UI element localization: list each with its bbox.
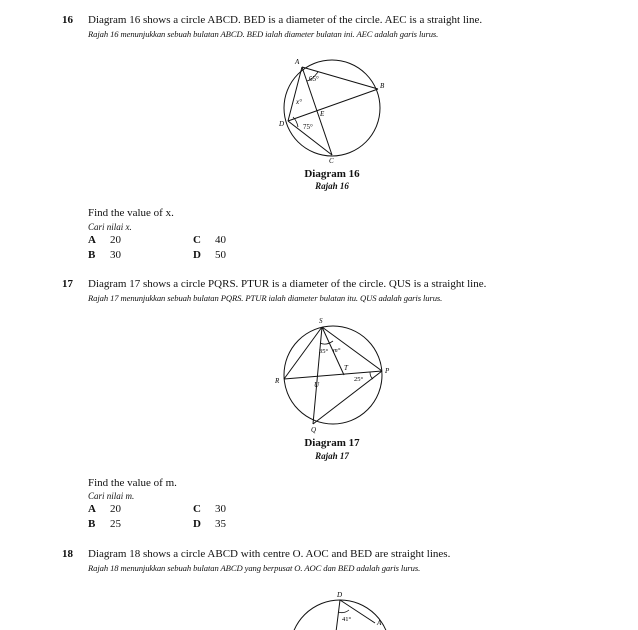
diagram-caption-malay: Rajah 17 bbox=[315, 451, 349, 461]
option-b[interactable]: B 25 bbox=[88, 518, 121, 530]
label-D: D bbox=[337, 591, 343, 599]
line-SP bbox=[322, 327, 382, 371]
label-P: P bbox=[385, 367, 390, 375]
label-A: A bbox=[295, 58, 300, 66]
label-D: D bbox=[279, 120, 285, 128]
question-prompt: Find the value of x. bbox=[88, 207, 174, 219]
question-text-malay: Rajah 18 menunjukkan sebuah bulatan ABCD yang berpusat O. AOC dan BED adalah garis lurus. bbox=[88, 563, 421, 573]
option-c[interactable]: C 30 bbox=[193, 503, 226, 515]
label-Q: Q bbox=[311, 426, 317, 434]
diagram-16 bbox=[270, 52, 390, 167]
option-c[interactable]: C 40 bbox=[193, 234, 226, 246]
line-QP bbox=[313, 371, 382, 424]
question-prompt-malay: Cari nilai x. bbox=[88, 222, 132, 232]
question-number: 18 bbox=[62, 548, 73, 560]
diagram-caption-malay: Rajah 16 bbox=[315, 181, 349, 191]
circle bbox=[284, 60, 380, 156]
label-T: T bbox=[344, 364, 348, 372]
question-text: Diagram 17 shows a circle PQRS. PTUR is a diameter of the circle. QUS is a straight line. bbox=[88, 278, 487, 290]
angle-label-35: 35° bbox=[319, 348, 329, 355]
diagram-18-partial bbox=[280, 585, 390, 630]
angle-label-x: x° bbox=[296, 98, 302, 106]
diagram-caption: Diagram 17 bbox=[304, 437, 360, 449]
question-number: 17 bbox=[62, 278, 73, 290]
angle-label-75: 75° bbox=[303, 123, 313, 131]
label-C: C bbox=[329, 157, 334, 165]
line-RP bbox=[284, 371, 382, 379]
diagram-caption: Diagram 16 bbox=[304, 168, 360, 180]
circle bbox=[290, 600, 390, 630]
angle-arc-D bbox=[338, 610, 349, 613]
option-d[interactable]: D 50 bbox=[193, 249, 226, 261]
label-B: B bbox=[380, 82, 385, 90]
line-SQ bbox=[313, 327, 322, 424]
line-D-down bbox=[336, 600, 340, 630]
option-a[interactable]: A 20 bbox=[88, 503, 121, 515]
label-A: A bbox=[377, 619, 382, 627]
question-number: 16 bbox=[62, 14, 73, 26]
label-R: R bbox=[275, 377, 280, 385]
question-text: Diagram 18 shows a circle ABCD with centre O. AOC and BED are straight lines. bbox=[88, 548, 451, 560]
question-text: Diagram 16 shows a circle ABCD. BED is a diameter of the circle. AEC is a straight line. bbox=[88, 14, 483, 26]
angle-arc-S bbox=[320, 341, 333, 344]
angle-label-m: m° bbox=[333, 347, 341, 354]
label-E: E bbox=[320, 110, 325, 118]
option-d[interactable]: D 35 bbox=[193, 518, 226, 530]
line-AD bbox=[288, 67, 302, 121]
label-U: U bbox=[314, 381, 320, 389]
diagram-17 bbox=[270, 315, 400, 435]
angle-label-25: 25° bbox=[354, 376, 364, 383]
option-a[interactable]: A 20 bbox=[88, 234, 121, 246]
question-text-malay: Rajah 17 menunjukkan sebuah bulatan PQRS. PTUR ialah diameter bulatan itu. QUS adalah garis lurus. bbox=[88, 293, 443, 303]
label-S: S bbox=[319, 317, 323, 325]
angle-label-65: 65° bbox=[309, 75, 319, 83]
angle-label-41: 41° bbox=[342, 616, 352, 623]
question-prompt: Find the value of m. bbox=[88, 477, 177, 489]
question-prompt-malay: Cari nilai m. bbox=[88, 491, 135, 501]
question-text-malay: Rajah 16 menunjukkan sebuah bulatan ABCD. BED ialah diameter bulatan ini. AEC adalah garis lurus. bbox=[88, 29, 439, 39]
option-b[interactable]: B 30 bbox=[88, 249, 121, 261]
